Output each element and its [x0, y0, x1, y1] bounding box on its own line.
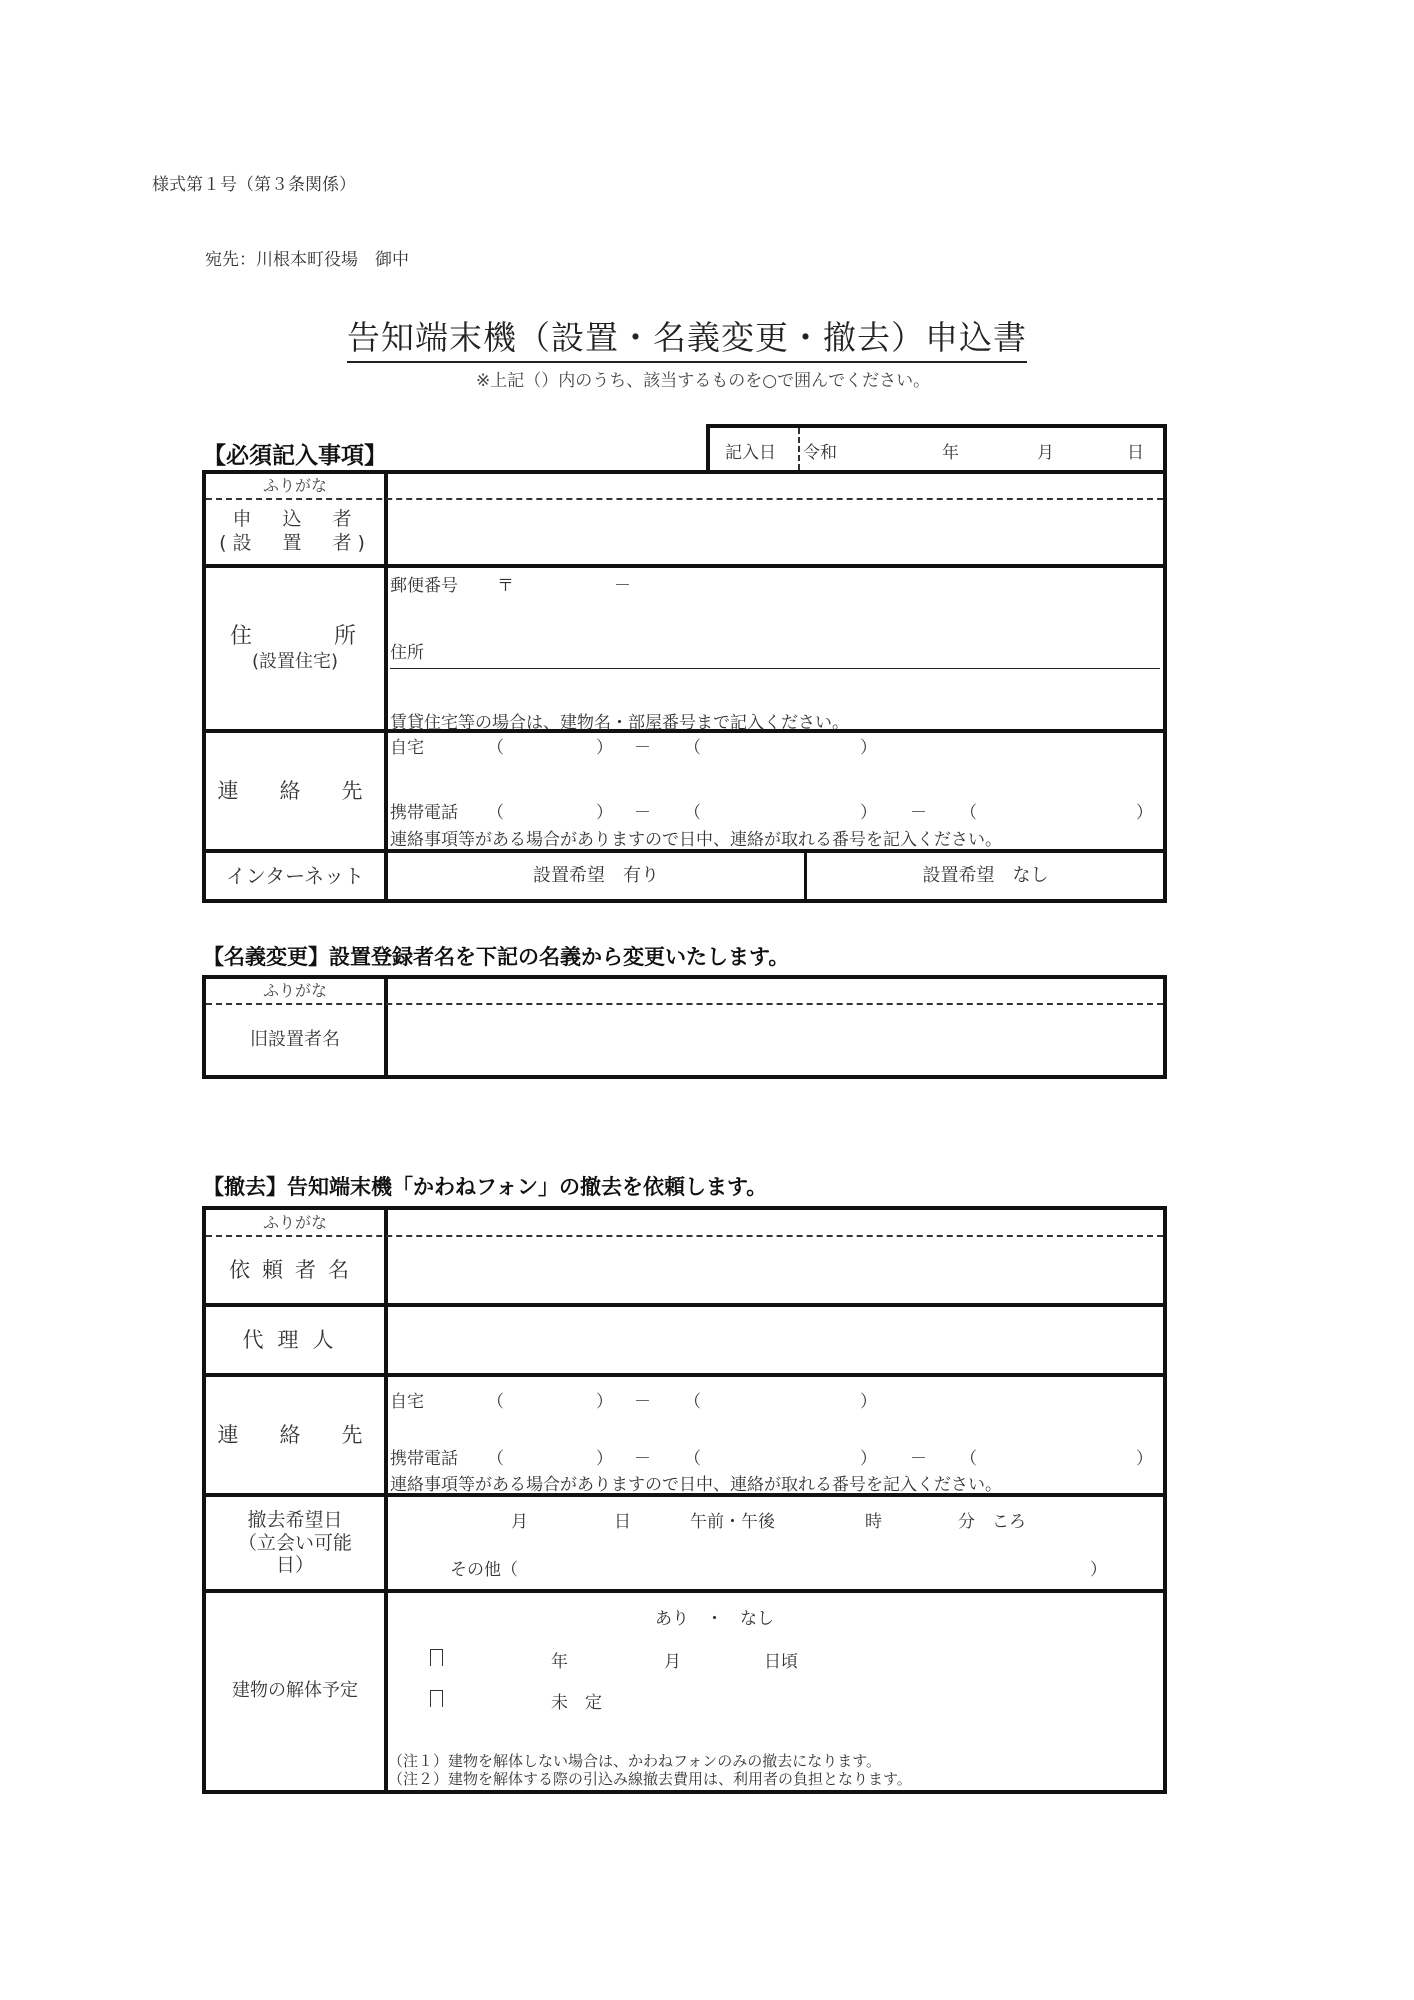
paren-close: ）: [1136, 1449, 1153, 1469]
postal-code-second-input[interactable]: [630, 570, 750, 592]
instruction-note: ※上記（）内のうち、該当するものを○で囲んでください。: [476, 371, 931, 391]
postal-code-label: 郵便番号: [390, 576, 458, 596]
paren-open: （: [487, 1392, 504, 1412]
furigana-label: ふりがな: [262, 981, 327, 1000]
form-code: 様式第１号（第３条関係）: [152, 175, 356, 195]
paren-open: （: [960, 1449, 977, 1469]
entry-date-year-unit: 年: [942, 443, 959, 463]
removal-hour-input[interactable]: [800, 1505, 862, 1529]
postal-dash: －: [614, 576, 631, 596]
furigana-label: ふりがな: [262, 476, 327, 495]
contact-note: 連絡事項等がある場合がありますので日中、連絡が取れる番号を記入ください。: [390, 830, 1002, 850]
page-title: 告知端末機（設置・名義変更・撤去）申込書: [347, 312, 1027, 363]
removal-mobile-part1-input[interactable]: [505, 1444, 595, 1466]
home-phone-number-input[interactable]: [703, 733, 858, 755]
demolition-note-2: （注２）建物を解体する際の引込み線撤去費用は、利用者の負担となります。: [388, 1770, 912, 1788]
paren-open: （: [487, 803, 504, 823]
applicant-furigana-input[interactable]: [388, 474, 1163, 498]
postal-code-first-input[interactable]: [515, 570, 610, 592]
phone-dash: －: [910, 803, 927, 823]
entry-date-month-unit: 月: [1037, 443, 1054, 463]
proxy-name-input[interactable]: [388, 1307, 1163, 1373]
mobile-phone-part2-input[interactable]: [703, 798, 858, 820]
removal-approx: ころ: [992, 1512, 1026, 1532]
entry-date-day-unit: 日: [1127, 443, 1144, 463]
removal-home-phone-area-input[interactable]: [505, 1387, 595, 1409]
removal-day-unit: 日: [614, 1512, 631, 1532]
old-name-label: 旧設置者名: [250, 1029, 340, 1051]
removal-hour-unit: 時: [865, 1512, 882, 1532]
demolition-day-unit: 日頃: [764, 1652, 798, 1672]
phone-dash: －: [634, 1449, 651, 1469]
internet-option-no[interactable]: 設置希望 なし: [922, 864, 1049, 886]
phone-dash: －: [634, 803, 651, 823]
mobile-phone-part3-input[interactable]: [978, 798, 1133, 820]
name-change-heading: 【名義変更】設置登録者名を下記の名義から変更いたします。: [203, 945, 790, 969]
demolition-undecided-label: 未 定: [551, 1693, 602, 1713]
entry-date-era: 令和: [803, 443, 837, 463]
removal-other-input[interactable]: [530, 1553, 1085, 1577]
removal-day-input[interactable]: [535, 1505, 613, 1529]
internet-divider: [804, 851, 807, 901]
home-phone-label: 自宅: [390, 1392, 424, 1412]
phone-dash: －: [634, 1392, 651, 1412]
addressee: 宛先：川根本町役場 御中: [205, 250, 409, 270]
address-label: [206, 568, 384, 728]
furigana-divider: [206, 1235, 1163, 1237]
address-note: 賃貸住宅等の場合は、建物名・部屋番号まで記入ください。: [390, 713, 849, 733]
demolition-year-unit: 年: [551, 1652, 568, 1672]
applicant-label: [206, 501, 384, 563]
old-name-furigana-input[interactable]: [388, 979, 1163, 1003]
entry-date-divider: [798, 428, 800, 470]
address-input[interactable]: [430, 632, 1155, 666]
entry-date-field[interactable]: [802, 428, 1163, 470]
requester-label: 依頼者名: [229, 1258, 361, 1283]
demolition-undecided-checkbox[interactable]: [430, 1690, 443, 1707]
address-underline: [390, 668, 1160, 669]
demolition-month-input[interactable]: [575, 1645, 663, 1669]
postal-mark: 〒: [497, 576, 514, 596]
paren-open: （: [960, 803, 977, 823]
requester-name-input[interactable]: [388, 1238, 1163, 1303]
demolition-label: 建物の解体予定: [232, 1680, 358, 1702]
address-field-label: 住所: [390, 643, 424, 663]
paren-close: ）: [596, 738, 613, 758]
removal-heading: 【撤去】告知端末機「かわねフォン」の撤去を依頼します。: [203, 1175, 768, 1199]
removal-date-label-line2: （立会い可能: [237, 1531, 352, 1554]
paren-open: （: [684, 738, 701, 758]
applicant-label-line2: (設 置 者): [219, 532, 371, 554]
paren-close: ）: [860, 738, 877, 758]
address-label-sub: (設置住宅): [251, 650, 339, 672]
paren-open: （: [684, 1449, 701, 1469]
demolition-year-input[interactable]: [460, 1645, 550, 1669]
applicant-label-line1: 申 込 者: [232, 508, 358, 531]
demolition-yes-no-option[interactable]: あり ・ なし: [655, 1609, 774, 1629]
paren-close: ）: [860, 1392, 877, 1412]
mobile-phone-label: 携帯電話: [390, 1449, 458, 1469]
home-phone-label: 自宅: [390, 738, 424, 758]
furigana-label: ふりがな: [262, 1212, 327, 1232]
furigana-divider: [206, 1003, 1163, 1005]
removal-date-label-line1: 撤去希望日: [247, 1508, 343, 1531]
paren-open: （: [684, 803, 701, 823]
paren-close: ）: [596, 803, 613, 823]
requester-furigana-input[interactable]: [388, 1210, 1163, 1235]
phone-dash: －: [910, 1449, 927, 1469]
internet-option-yes[interactable]: 設置希望 有り: [533, 864, 659, 886]
contact-label: 連 絡 先: [217, 778, 373, 803]
demolition-note-1: （注１）建物を解体しない場合は、かわねフォンのみの撤去になります。: [388, 1752, 882, 1770]
demolition-date-checkbox[interactable]: [430, 1649, 443, 1666]
home-phone-area-input[interactable]: [505, 733, 595, 755]
phone-dash: －: [634, 738, 651, 758]
furigana-divider: [206, 498, 1163, 500]
removal-contact-label: 連 絡 先: [217, 1422, 373, 1447]
removal-month-unit: 月: [511, 1512, 528, 1532]
paren-close: ）: [596, 1392, 613, 1412]
contact-note: 連絡事項等がある場合がありますので日中、連絡が取れる番号を記入ください。: [390, 1475, 1002, 1495]
paren-close: ）: [1136, 803, 1153, 823]
removal-minute-unit: 分: [958, 1512, 975, 1532]
entry-date-label: 記入日: [725, 443, 776, 463]
paren-close: ）: [860, 1449, 877, 1469]
paren-open: （: [487, 738, 504, 758]
internet-label: インターネット: [225, 863, 365, 888]
paren-close: ）: [596, 1449, 613, 1469]
proxy-label: 代理人: [242, 1327, 348, 1352]
demolition-day-input[interactable]: [688, 1645, 763, 1669]
required-section-heading: 【必須記入事項】: [203, 443, 387, 469]
removal-month-input[interactable]: [420, 1505, 510, 1529]
removal-other-close: ）: [1090, 1560, 1107, 1580]
removal-mobile-part2-input[interactable]: [703, 1444, 858, 1466]
applicant-name-input[interactable]: [388, 501, 1163, 563]
paren-close: ）: [860, 803, 877, 823]
removal-home-phone-number-input[interactable]: [703, 1387, 858, 1409]
removal-ampm-option[interactable]: 午前・午後: [690, 1512, 775, 1532]
removal-other-label: その他（: [450, 1560, 518, 1580]
mobile-phone-label: 携帯電話: [390, 803, 458, 823]
old-name-input[interactable]: [388, 1006, 1163, 1075]
paren-open: （: [684, 1392, 701, 1412]
removal-mobile-part3-input[interactable]: [978, 1444, 1133, 1466]
removal-minute-input[interactable]: [890, 1505, 958, 1529]
paren-open: （: [487, 1449, 504, 1469]
removal-date-label: [206, 1497, 384, 1589]
mobile-phone-part1-input[interactable]: [505, 798, 595, 820]
demolition-month-unit: 月: [664, 1652, 681, 1672]
removal-date-label-line3: 日）: [275, 1554, 314, 1577]
address-label-main: 住 所: [229, 624, 360, 649]
